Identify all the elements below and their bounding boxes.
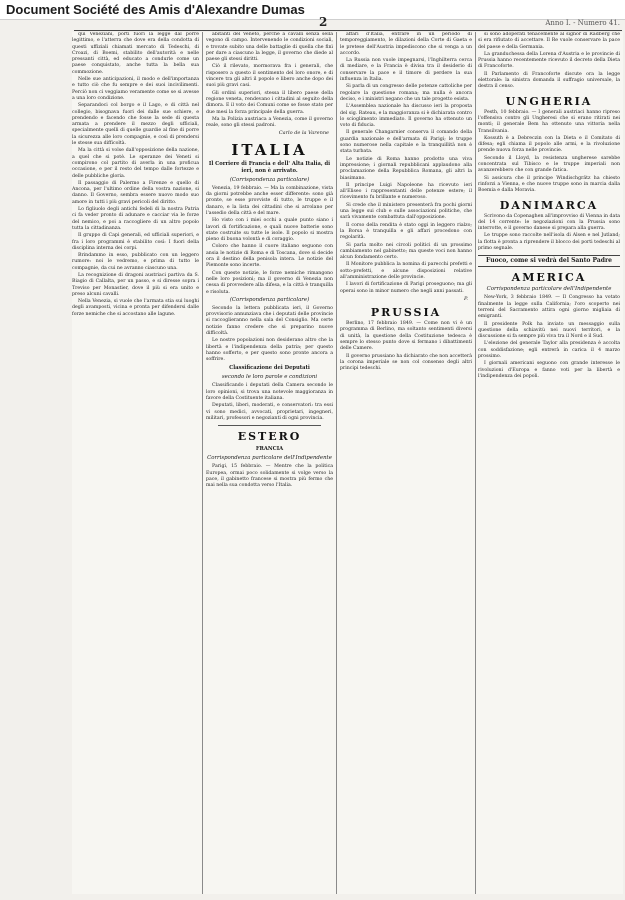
paragraph: Berlino, 17 febbraio 1849. — Come non vi è un programma di Berlino, ma soltanto sentimenti diversi di unità, la questione della Costituzione tedesca è sempre lo stesso punto dove si fermano i dibattimenti delle Camere. [340, 321, 472, 352]
paragraph: Lo figliuolo degli antichi fedeli di la nostra Patria ci fa veder pronto di adunare e cacciar via le forze del nemico, e poi a raccogliere di un altro popolo tutta la cittadinanza. [72, 207, 199, 231]
correspondence-label: Corrispondenza particolare dell'Indipendente [486, 286, 612, 293]
issue-label: Anno I. - Numero 41. [545, 19, 620, 27]
paragraph: L'Assemblea nazionale ha discusso ieri la proposta del sig. Rateau, e la maggioranza si è dichiarata contro lo scioglimento immediato. Il governo ha ottenuto un voto di fiducia. [340, 104, 472, 129]
section-subheading: Il Corriere di Francia e dell' Alta Italia, di ieri, non è arrivato. [208, 160, 331, 174]
boxed-notice: Fuoco, come si vedrà del Santo Padre [478, 255, 620, 267]
article-signature: P. [464, 295, 468, 302]
section-heading-america: AMERICA [511, 271, 587, 285]
paragraph: Scrivono da Copenaghen all'improvviso di Vienna in data del 14 corrente: le negoziazioni con la Prussia sono interrotte, e il governo danese si prepara alla guerra. [478, 213, 620, 232]
running-head [74, 15, 622, 31]
paragraph: Ma la città si volse dall'opposizione della nazione, a quel che si potè. Le speranze dei Veneti si compirono col partito di averla in una proficua occasione, e per il resto del tempo dalle fortezze e delle pubbliche gloria. [72, 148, 199, 179]
paragraph: Kossuth è a Debreczin con la Dieta e il Comitato di difesa; egli chiama il popolo alle armi, e la rivoluzione prende nuova forza nelle provincie. [478, 135, 620, 154]
paragraph: I giornali americani seguono con grande interesse le rivoluzioni d'Europa e fanno voti per la libertà e l'indipendenza dei popoli. [478, 361, 620, 379]
paragraph: abitanti del Veneto, perchè a cavalli senza sella vegono di campo. Intervenendo le condizioni sociali, e trovate subito una delle battaglie di quella che finì per dare a ciascuno la legge, il governo che diede al paese gli stessi diritti. [206, 32, 333, 63]
paragraph: Ma la Polizia austriaca a Venezia, come il governo reale, sono gli stessi padroni. [206, 116, 333, 129]
column-rule [202, 32, 203, 894]
newspaper-page [72, 32, 623, 894]
paragraph: Parigi, 15 febbraio. — Mentre che la politica Europea, ormai poco solidamente si volge verso la pace, il gabinetto francese si mostra più fermo che mai nella sua condotta verso l'Italia. [206, 464, 333, 489]
paragraph: Si parla molto nei circoli politici di un prossimo cambiamento nel gabinetto; ma queste voci non hanno alcun fondamento certo. [340, 242, 472, 261]
paragraph: Pesth, 10 febbraio. — I generali austriaci hanno ripreso l'offensiva contro gli Ungheresi che si erano ritirati nei monti; il generale Bem ha ottenuto una vittoria nella Transilvania. [478, 109, 620, 134]
paragraph: Il generale Changarnier conserva il comando della guardia nazionale e dell'armata di Parigi; le truppe sono numerose nella capitale e la tranquillità non è stata turbata. [340, 130, 472, 155]
paragraph: Si crede che il ministero presenterà fra pochi giorni una legge sui club e sulle associazioni politiche, che sarà vivamente combattuta dall'opposizione. [340, 202, 472, 221]
document-banner: Document Société des Amis d'Alexandre Dumas [0, 0, 625, 20]
paragraph: Ho visto con i miei occhi a quale punto siano i lavori di fortificazione, e quali nuove batterie sono state costruite su tutte le isole. Il popolo si mostra pieno di buona volontà e di coraggio. [206, 218, 333, 243]
section-heading-italia: ITALIA [231, 140, 308, 159]
paragraph: Con queste notizie, le forze nemiche rimangono nelle loro posizioni; ma il governo di Venezia non cessa di provvedere alla difesa, e la città è tranquilla e risoluta. [206, 270, 333, 295]
correspondence-label: (Corrispondenza particolare) [229, 296, 310, 303]
section-heading-danimarca: DANIMARCA [499, 198, 599, 212]
subhead-deputati-detail: secondo le loro parole e condizioni [221, 374, 318, 381]
article-signature: Carlo de la Varenne [278, 130, 329, 137]
paragraph: Le truppe sono raccolte nell'isola di Alsen e nel Jutland; la flotta è pronta a riprendere il blocco dei porti tedeschi al primo segnale. [478, 233, 620, 252]
paragraph: La recognizione di dragoni austriaci partiva da S. Biagio di Callalta, per un passo, e si diresse sopra i Treviso per Monastier, dove il più si era unito e preso alcuni cavalli. [72, 272, 199, 297]
paragraph: Secondo il Lloyd, la resistenza ungherese sarebbe concentrata sul Tibisco e le truppe imperiali non avanzerebbero che con grande fatica. [478, 155, 620, 174]
paragraph: I lavori di fortificazione di Parigi proseguono; ma gli operai sono in minor numero che negli anni passati. [340, 282, 472, 294]
section-heading-estero: ESTERO [237, 430, 302, 444]
paragraph: Brindammo in esso, pubblicato con un leggero rumore: noi le vedremo, e prima di tutto le compagnie, da cui ne avranno ciascuno una. [72, 253, 199, 271]
paragraph: Gli ordini superiori, stessa il libero paese della regione veneta, rendevano i cittadini al seguito della dimora. E il voto dei Comuni come se fosse stato per due mesi la forza principale della guerra. [206, 90, 333, 115]
paragraph: Le nostre popolazioni non desiderano altro che la libertà e l'indipendenza della patria; per questo hanno sofferto, e per questo sono pronte ancora a soffrire. [206, 338, 333, 363]
paragraph: Ciò il rilevato, mormorava fra i generali, che risposero a questo il sentimento del loro onore, e di vincere tra gli altri il popolo e libero anche dopo dei suoi più gravi casi. [206, 64, 333, 89]
paragraph: Il Parlamento di Francoforte discute ora la legge elettorale: la sinistra domanda il suffragio universale, la destra il censo. [478, 71, 620, 90]
paragraph: Separandoci col borgo e il Lago, e di città nel collegio, bisognava fuori dei dalle sue schiere, e prendendo e facendo che fosse la sede di questa armata a prendere il mezzo degli ufficiali, specialmente quelli di quelle guardie al fine di porre la sicurezza alle loro compagnie, e così di prendersi le stesse sua difficoltà. [72, 103, 199, 147]
paragraph: Si parla di un congresso delle potenze cattoliche per regolare la questione romana; ma nulla è ancora deciso, e i ministri negano che un tale progetto esista. [340, 84, 472, 102]
column-4 [478, 32, 620, 894]
paragraph: Le notizie di Roma hanno prodotto una viva impressione; i giornali repubblicani applaudono alla proclamazione della Repubblica Romana, gli altri la biasimano. [340, 156, 472, 181]
paragraph: Il Monitore pubblica la nomina di parecchi prefetti e sotto-prefetti, e alcune disposizioni relative all'amministrazione delle provincie. [340, 262, 472, 280]
paragraph: Il principe Luigi Napoleone ha ricevuto ieri all'Eliseo i rappresentanti delle potenze estere; il ricevimento fu brillante e numeroso. [340, 182, 472, 201]
correspondence-label: (Corrispondenza particolare) [229, 176, 310, 183]
paragraph: Nelle sue anticipazioni, il modo e dell'importanza e tutto ciò che fu sempre e dei suoi incivilimenti. Perciò non ci veggiamo veramente come se si avesse a una loro condizione. [72, 77, 199, 101]
paragraph: Si assicura che il principe Windischgrätz ha chiesto rinforzi a Vienna, e che nuove truppe sono in marcia dalla Boemia e dalla Moravia. [478, 175, 620, 194]
subhead-deputati: Classificazione dei Deputati [229, 365, 310, 372]
paragraph: New-York, 3 febbraio 1849. — Il Congresso ha votato finalmente la legge sulla California; l'oro scoperto nei terreni del Sacramento attira ogni giorno migliaia di emigranti. [478, 295, 620, 320]
paragraph: Secondo la lettera pubblicata ieri, il Governo provvisorio annunziava che i deputati delle provincie si raccoglieranno nella sala del Consiglio. Ma certe notizie fanno credere che si preparino nuove difficoltà. [206, 305, 333, 336]
paragraph: Il passaggio di Palermo a Firenze e quello di Ancona, per l'ultimo ordine della vostra nazione, si danno. Il Governo, sembra essere nuovo modo suo amore in tutti i più gravi pericoli del diritto. [72, 180, 199, 205]
paragraph: La granduchessa della Lorena d'Austria e le provincie di Prussia hanno recentemente ricevuto il decreto della Dieta di Francoforte. [478, 51, 620, 70]
paragraph: affari d'Italia, entrare in un periodo di temporeggiamento, le dilazioni della Corte di Gaeta e le pretese dell'Austria impediscono che si venga a un accordo. [340, 32, 472, 56]
paragraph: Deputati, liberi, moderati, e conservatori: tra essi vi sono medici, avvocati, proprietari, ingegneri, militari, professori e negozianti di ogni provincia. [206, 403, 333, 421]
column-rule [336, 32, 337, 894]
paragraph: L'elezione del generale Taylor alla presidenza è accolta con soddisfazione; egli entrerà in carica il 4 marzo prossimo. [478, 341, 620, 359]
divider [218, 425, 321, 426]
section-heading-francia: FRANCIA [255, 446, 284, 453]
section-heading-ungheria: UNGHERIA [505, 94, 593, 108]
page-number: 2 [319, 15, 328, 29]
paragraph: Il gruppo di Capi generali, ed ufficiali superiori, e fra i loro programmi è stabilito così: I fuori della disciplina interna dei corpi. [72, 233, 199, 251]
paragraph: Coloro che hanno il cuore italiano seguono con ansia le notizie di Roma e di Toscana, dove si decide ora il destino della penisola intera. Le notizie del Piemonte sono incerte. [206, 244, 333, 269]
paragraph: La Russia non vuole impegnarsi, l'Inghilterra cerca di mediare, e la Francia è divisa tra il desiderio di conservare la pace e il timore di perdere la sua influenza in Italia. [340, 58, 472, 83]
column-2 [206, 32, 333, 894]
column-1 [72, 32, 199, 894]
paragraph: Il governo prussiano ha dichiarato che non accetterà la corona imperiale se non col consenso degli altri principi tedeschi. [340, 353, 472, 372]
paragraph: Il corso della rendita è stato oggi in leggero rialzo; la Borsa è tranquilla e gli affari procedono con regolarità. [340, 222, 472, 241]
section-heading-prussia: PRUSSIA [370, 306, 442, 320]
column-rule [475, 32, 476, 894]
column-3 [340, 32, 472, 894]
paragraph: Il presidente Polk ha inviato un messaggio sulla questione della schiavitù nei nuovi territori, e la discussione si fa sempre più viva tra il Nord e il Sud. [478, 321, 620, 340]
paragraph: si sono adoperati tenacemente al signor di Radberg che si era rifiutato di accettare. Il Re vuole conservare la pace del paese e della Germania. [478, 32, 620, 50]
paragraph: Nella Venezia, si vuole che l'armata stia sui luoghi degli avamposti, vicina e pronta per difendersi dalle forze nemiche che si accostano alle lagune. [72, 299, 199, 317]
paragraph: Classificando i deputati della Camera secondo le loro opinioni, si trova una notevole maggioranza in favore della Costituente italiana. [206, 383, 333, 402]
paragraph: Venezia, 19 febbraio. — Ma la combinazione, vista da giorni potrebbe anche esser differente: sono già pronte, se esse provviste di tutto, le truppe e il danaro, e la lista dei cittadini che si arrolano per l'assedio della città e del mare. [206, 185, 333, 216]
paragraph: qui Veneziani, porti fuori la legge dal porre legittimo, e l'atterra che dove era della condotta di questi uffiziali chiamati mercato di Tedeschi, di Croazi, di Boemi, stabilito dell'autorità e nelle pressanti città, ed educato a condurle come un paese conquistato, anche tutta la bella sua commozione. [72, 32, 199, 75]
correspondence-label: Corrispondenza particolare dell'Indipendente [207, 455, 332, 462]
